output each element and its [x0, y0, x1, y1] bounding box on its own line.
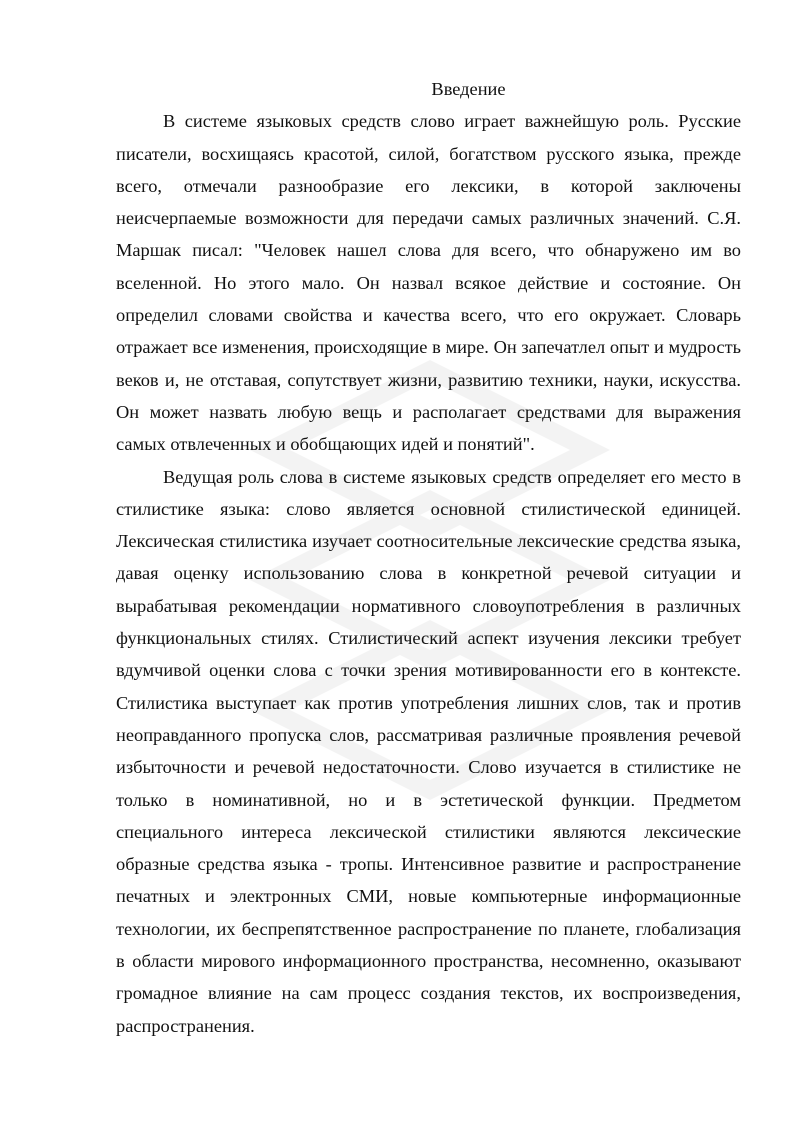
- page-title: Введение: [431, 79, 506, 99]
- paragraph-1: В системе языковых средств слово играет важнейшую роль. Русские писатели, восхищаясь красотой, силой, богатством русского языка, прежде всего, отмечали разнообразие его лексики, в которой заключены неисчерпаемые возможности для передачи самых различных значений. С.Я. Маршак писал: "Человек нашел слова для всего, что обнаружено им во вселенной. Но этого мало. Он назвал всякое действие и состояние. Он определил словами свойства и качества всего, что его окружает. Словарь отражает все изменения, происходящие в мире. Он запечатлел опыт и мудрость веков и, не отставая, сопутствует жизни, развитию техники, науки, искусства. Он может назвать любую вещь и располагает средствами для выражения самых отвлеченных и обобщающих идей и понятий".: [116, 111, 741, 455]
- document-body: [116, 73, 741, 1042]
- paragraph-2: Ведущая роль слова в системе языковых средств определяет его место в стилистике языка: слово является основной стилистической единицей. Лексическая стилистика изучает соотносительные лексические средства языка, давая оценку использованию слова в конкретной речевой ситуации и вырабатывая рекомендации нормативного словоупотребления в различных функциональных стилях. Стилистический аспект изучения лексики требует вдумчивой оценки слова с точки зрения мотивированности его в контексте. Стилистика выступает как против употребления лишних слов, так и против неоправданного пропуска слов, рассматривая различные проявления речевой избыточности и речевой недостаточности. Слово изучается в стилистике не только в номинативной, но и в эстетической функции. Предметом специального интереса лексической стилистики являются лексические образные средства языка - тропы. Интенсивное развитие и распространение печатных и электронных СМИ, новые компьютерные информационные технологии, их беспрепятственное распространение по планете, глобализация в области мирового информационного пространства, несомненно, оказывают громадное влияние на сам процесс создания текстов, их воспроизведения, распространения.: [116, 466, 741, 1036]
